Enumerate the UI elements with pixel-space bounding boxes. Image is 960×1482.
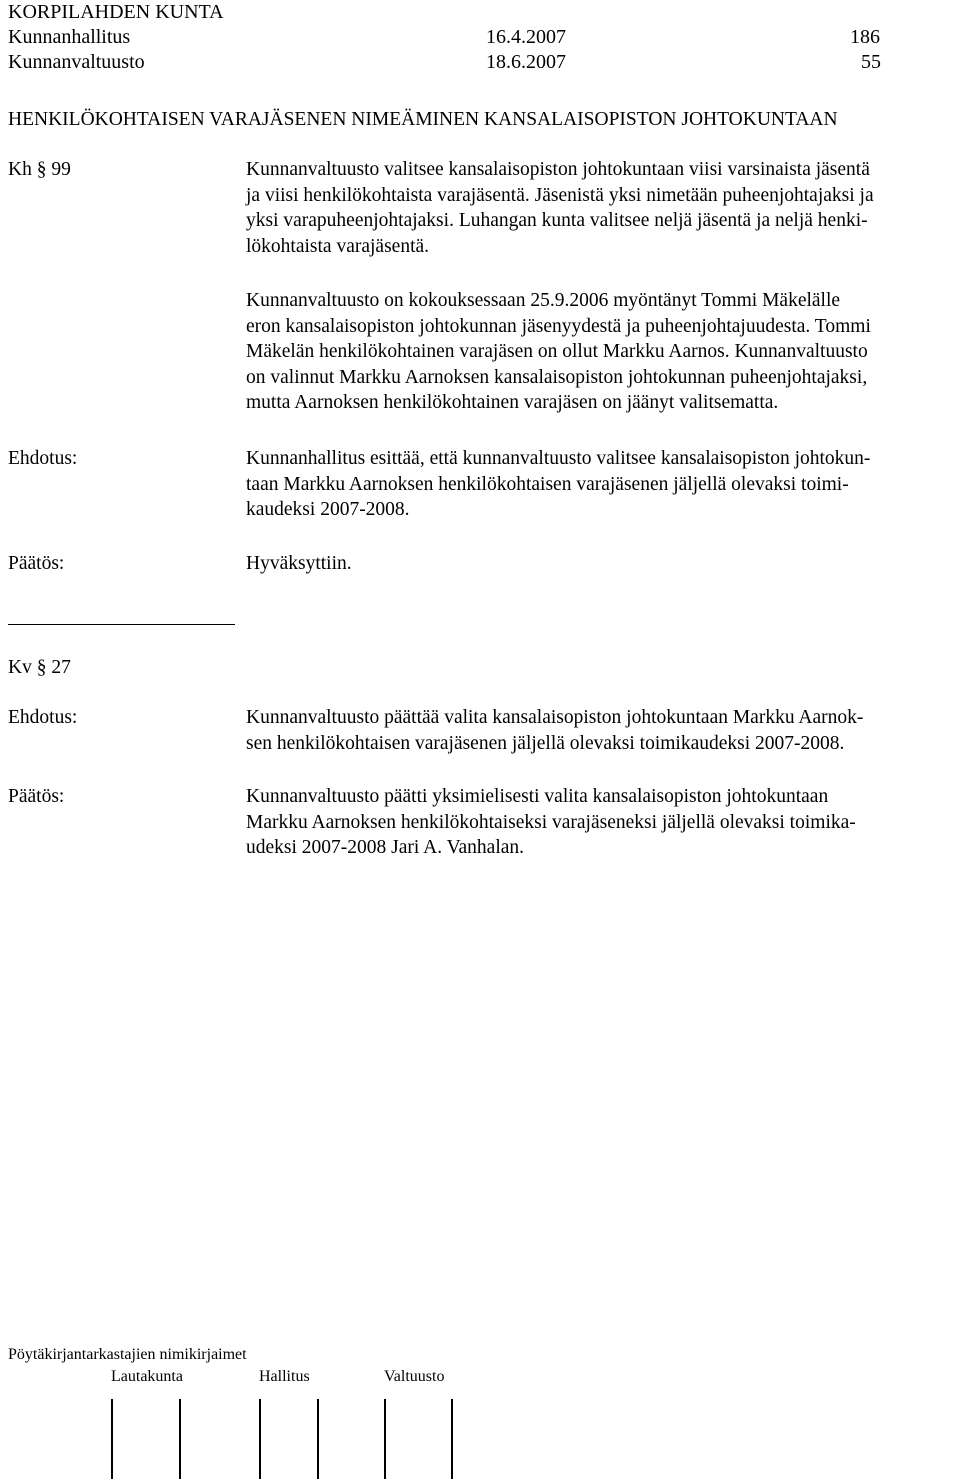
paragraph-line: sen henkilökohtaisen varajäsenen jäljellä olevaksi toimikaudeksi 2007-2008. bbox=[246, 732, 845, 754]
signature-field-divider bbox=[451, 1399, 453, 1479]
paragraph-line: Kunnanhallitus esittää, että kunnanvaltuusto valitsee kansalaisopiston johtokun- bbox=[246, 448, 871, 469]
paragraph-line: taan Markku Aarnoksen henkilökohtaisen varajäsenen jäljellä olevaksi toimi- bbox=[246, 473, 849, 495]
paragraph-line: ja viisi henkilökohtaista varajäsentä. Jäsenistä yksi nimetään puheenjohtajaksi ja bbox=[246, 184, 874, 206]
kh-section-marker bbox=[8, 157, 71, 183]
signature-field-divider bbox=[111, 1399, 113, 1479]
paragraph-line: Kunnanvaltuusto päätti yksimielisesti valita kansalaisopiston johtokuntaan bbox=[246, 786, 829, 807]
paragraph-line: kaudeksi 2007-2008. bbox=[246, 499, 410, 521]
kv-decision-paragraph bbox=[246, 784, 952, 861]
section-sign-icon: § bbox=[36, 657, 47, 678]
kv-number: 27 bbox=[51, 657, 71, 678]
kv-label: Kv bbox=[8, 657, 32, 678]
header-date-kh: 16.4.2007 bbox=[486, 26, 566, 48]
kh-intro-paragraph bbox=[246, 157, 952, 259]
header-page-kv: 55 bbox=[861, 51, 881, 73]
paragraph-line: on valinnut Markku Aarnoksen kansalaisopiston johtokunnan puheenjohtajaksi, bbox=[246, 366, 868, 388]
kv-decision-label: Päätös: bbox=[8, 786, 65, 807]
header-date-kv: 18.6.2007 bbox=[486, 51, 566, 73]
paragraph-line: eron kansalaisopiston johtokunnan jäsenyydestä ja puheenjohtajuudesta. Tommi bbox=[246, 315, 871, 337]
paragraph-line: lökohtaista varajäsentä. bbox=[246, 235, 430, 257]
document-title: HENKILÖKOHTAISEN VARAJÄSENEN NIMEÄMINEN KANSALAISOPISTON JOHTOKUNTAAN bbox=[8, 109, 838, 130]
kh-background-paragraph bbox=[246, 288, 952, 416]
paragraph-line: mutta Aarnoksen henkilökohtainen varajäsen on jäänyt valitsematta. bbox=[246, 392, 779, 414]
kh-proposal-label: Ehdotus: bbox=[8, 448, 78, 469]
signature-field-divider bbox=[179, 1399, 181, 1479]
organization-name: KORPILAHDEN KUNTA bbox=[8, 1, 224, 23]
header-body-kh: Kunnanhallitus bbox=[8, 26, 131, 48]
paragraph-line: yksi varapuheenjohtajaksi. Luhangan kunta valitsee neljä jäsentä ja neljä henki- bbox=[246, 210, 868, 232]
kv-section-marker bbox=[8, 655, 71, 681]
paragraph-line: Kunnanvaltuusto on kokouksessaan 25.9.2006 myöntänyt Tommi Mäkelälle bbox=[246, 290, 841, 311]
header-body-kv: Kunnanvaltuusto bbox=[8, 51, 145, 73]
kv-proposal-label: Ehdotus: bbox=[8, 707, 78, 728]
paragraph-line: Markku Aarnoksen henkilökohtaiseksi varajäseneksi jäljellä olevaksi toimika- bbox=[246, 811, 856, 833]
signature-field-divider bbox=[317, 1399, 319, 1479]
kh-decision-label: Päätös: bbox=[8, 553, 65, 574]
section-sign-icon: § bbox=[36, 159, 47, 180]
kv-proposal-paragraph bbox=[246, 705, 952, 756]
kh-number: 99 bbox=[51, 159, 71, 180]
header-page-kh: 186 bbox=[850, 26, 880, 48]
kh-decision-text: Hyväksyttiin. bbox=[246, 553, 352, 574]
footer-column-hallitus: Hallitus bbox=[259, 1368, 310, 1385]
section-divider bbox=[8, 624, 235, 625]
signature-field-divider bbox=[384, 1399, 386, 1479]
paragraph-line: Kunnanvaltuusto päättää valita kansalaisopiston johtokuntaan Markku Aarnok- bbox=[246, 707, 864, 728]
footer-column-valtuusto: Valtuusto bbox=[384, 1368, 445, 1385]
footer-column-lautakunta: Lautakunta bbox=[111, 1368, 183, 1385]
paragraph-line: Kunnanvaltuusto valitsee kansalaisopiston johtokuntaan viisi varsinaista jäsentä bbox=[246, 159, 870, 180]
paragraph-line: Mäkelän henkilökohtainen varajäsen on ollut Markku Aarnos. Kunnanvaltuusto bbox=[246, 341, 868, 363]
signature-field-divider bbox=[259, 1399, 261, 1479]
kh-label: Kh bbox=[8, 159, 32, 180]
kh-proposal-paragraph bbox=[246, 446, 952, 523]
paragraph-line: udeksi 2007-2008 Jari A. Vanhalan. bbox=[246, 837, 525, 859]
footer-title: Pöytäkirjantarkastajien nimikirjaimet bbox=[8, 1346, 247, 1363]
